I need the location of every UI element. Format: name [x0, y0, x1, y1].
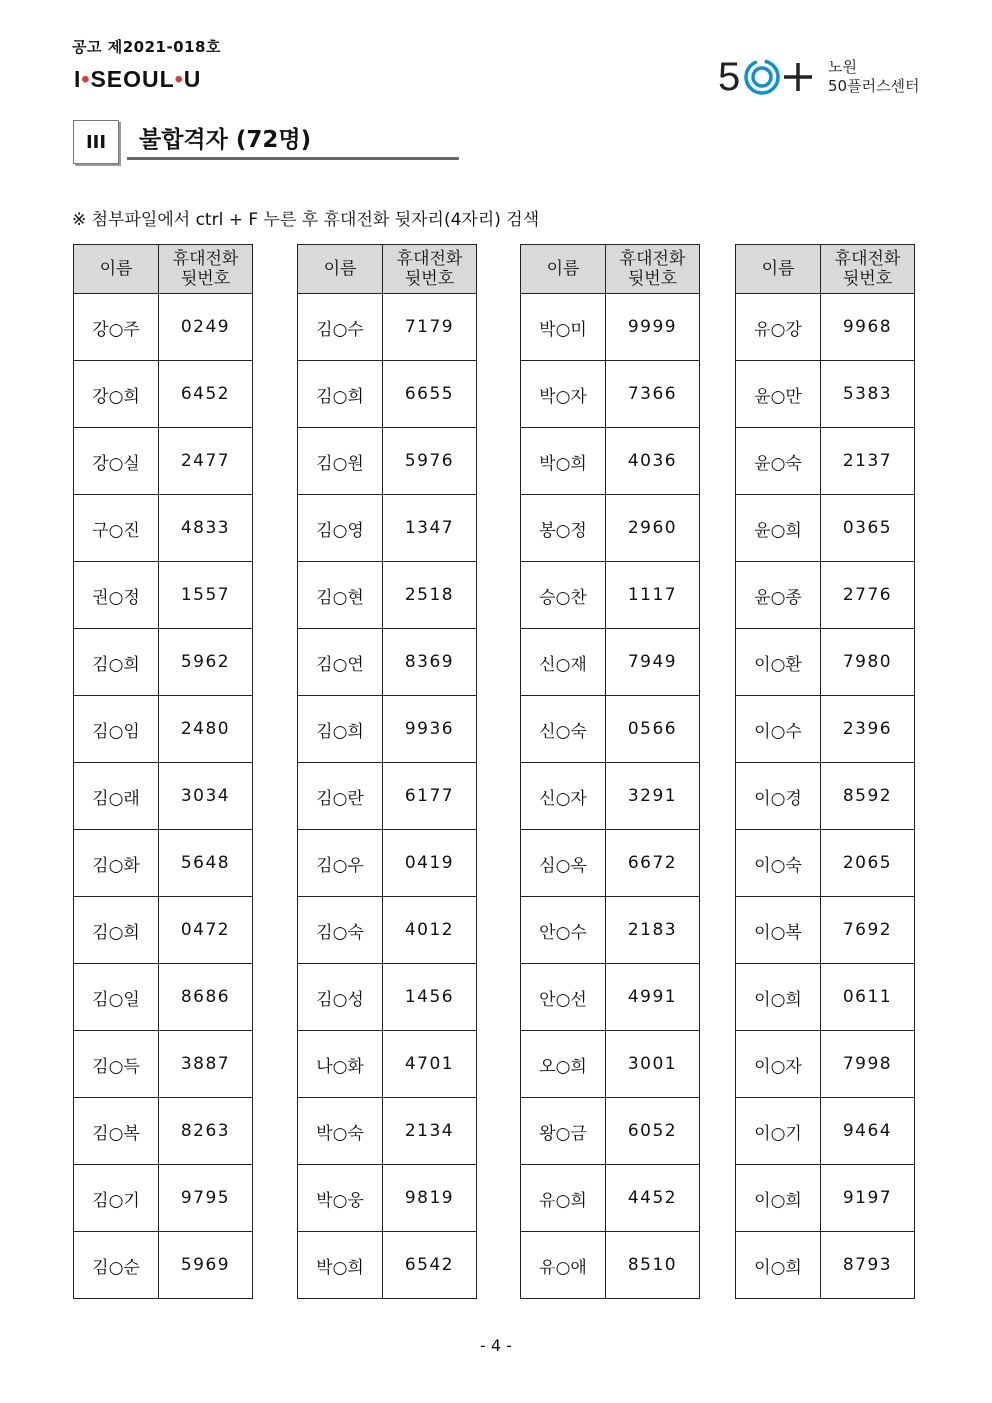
- applicant-name: 김○현: [298, 562, 383, 629]
- table-row: [74, 361, 253, 428]
- roster-table-2: [297, 244, 477, 1299]
- phone-last-digits: 5383: [821, 361, 915, 428]
- phone-last-digits: 2183: [606, 897, 700, 964]
- applicant-name: 윤○종: [736, 562, 821, 629]
- table-row: [521, 1031, 700, 1098]
- table-row: [736, 696, 915, 763]
- phone-last-digits: 2065: [821, 830, 915, 897]
- seoul-logo: I•SEOUL•U: [74, 66, 202, 92]
- applicant-name: 이○희: [736, 1165, 821, 1232]
- table-row: [298, 629, 477, 696]
- table-header-row: [521, 245, 700, 294]
- phone-last-digits: 0472: [159, 897, 253, 964]
- name-column-header: 이름: [298, 245, 383, 294]
- phone-last-digits: 7179: [383, 294, 477, 361]
- table-row: [521, 830, 700, 897]
- applicant-name: 권○정: [74, 562, 159, 629]
- table-row: [521, 629, 700, 696]
- phone-last-digits: 4036: [606, 428, 700, 495]
- table-row: [298, 294, 477, 361]
- table-row: [298, 1165, 477, 1232]
- phone-last-digits: 6655: [383, 361, 477, 428]
- table-row: [521, 428, 700, 495]
- phone-last-digits: 5648: [159, 830, 253, 897]
- applicant-name: 왕○금: [521, 1098, 606, 1165]
- applicant-name: 이○자: [736, 1031, 821, 1098]
- applicant-name: 김○영: [298, 495, 383, 562]
- table-row: [736, 897, 915, 964]
- phone-last-digits: 4701: [383, 1031, 477, 1098]
- phone-last-digits: 2134: [383, 1098, 477, 1165]
- phone-last-digits: 2480: [159, 696, 253, 763]
- table-row: [521, 562, 700, 629]
- phone-last-digits: 9968: [821, 294, 915, 361]
- phone-last-digits: 7692: [821, 897, 915, 964]
- applicant-name: 강○실: [74, 428, 159, 495]
- table-row: [521, 964, 700, 1031]
- applicant-name: 김○순: [74, 1232, 159, 1299]
- applicant-name: 강○주: [74, 294, 159, 361]
- table-row: [736, 294, 915, 361]
- table-row: [521, 361, 700, 428]
- applicant-name: 이○희: [736, 964, 821, 1031]
- table-row: [736, 629, 915, 696]
- phone-last-digits: 0365: [821, 495, 915, 562]
- applicant-name: 윤○숙: [736, 428, 821, 495]
- table-row: [74, 562, 253, 629]
- table-row: [521, 495, 700, 562]
- applicant-name: 이○수: [736, 696, 821, 763]
- table-row: [74, 964, 253, 1031]
- applicant-name: 신○재: [521, 629, 606, 696]
- applicant-name: 이○희: [736, 1232, 821, 1299]
- table-row: [736, 1098, 915, 1165]
- table-row: [74, 629, 253, 696]
- applicant-name: 안○수: [521, 897, 606, 964]
- phone-last-digits: 7949: [606, 629, 700, 696]
- phone-last-digits: 8263: [159, 1098, 253, 1165]
- applicant-name: 윤○만: [736, 361, 821, 428]
- center-name: 노원 50플러스센터: [828, 58, 920, 95]
- table-row: [298, 1031, 477, 1098]
- phone-last-digits: 4012: [383, 897, 477, 964]
- table-row: [298, 562, 477, 629]
- phone-last-digits: 8793: [821, 1232, 915, 1299]
- phone-last-digits: 9936: [383, 696, 477, 763]
- applicant-name: 심○옥: [521, 830, 606, 897]
- phone-last-digits: 2776: [821, 562, 915, 629]
- applicant-name: 강○희: [74, 361, 159, 428]
- applicant-name: 김○희: [74, 897, 159, 964]
- phone-last-digits: 3001: [606, 1031, 700, 1098]
- table-row: [736, 428, 915, 495]
- page-number: - 4 -: [480, 1336, 512, 1355]
- name-column-header: 이름: [74, 245, 159, 294]
- phone-last-digits: 6177: [383, 763, 477, 830]
- table-row: [736, 562, 915, 629]
- applicant-name: 김○성: [298, 964, 383, 1031]
- applicant-name: 김○임: [74, 696, 159, 763]
- table-row: [74, 1232, 253, 1299]
- applicant-name: 신○숙: [521, 696, 606, 763]
- phone-last-digits: 5969: [159, 1232, 253, 1299]
- roster-table-3: [520, 244, 700, 1299]
- applicant-name: 김○연: [298, 629, 383, 696]
- phone-last-digits: 6542: [383, 1232, 477, 1299]
- phone-column-header: 휴대전화 뒷번호: [606, 245, 700, 294]
- phone-last-digits: 9819: [383, 1165, 477, 1232]
- table-row: [74, 495, 253, 562]
- phone-last-digits: 4833: [159, 495, 253, 562]
- phone-last-digits: 4991: [606, 964, 700, 1031]
- phone-last-digits: 8369: [383, 629, 477, 696]
- phone-column-header: 휴대전화 뒷번호: [821, 245, 915, 294]
- phone-last-digits: 4452: [606, 1165, 700, 1232]
- search-instruction: ※ 첨부파일에서 ctrl + F 누른 후 휴대전화 뒷자리(4자리) 검색: [72, 210, 540, 230]
- applicant-name: 김○희: [74, 629, 159, 696]
- phone-last-digits: 7366: [606, 361, 700, 428]
- applicant-name: 오○희: [521, 1031, 606, 1098]
- table-row: [74, 428, 253, 495]
- phone-column-header: 휴대전화 뒷번호: [383, 245, 477, 294]
- table-row: [521, 763, 700, 830]
- applicant-name: 박○미: [521, 294, 606, 361]
- table-row: [736, 1232, 915, 1299]
- phone-last-digits: 1557: [159, 562, 253, 629]
- phone-last-digits: 1456: [383, 964, 477, 1031]
- phone-last-digits: 6672: [606, 830, 700, 897]
- svg-text:5: 5: [718, 55, 741, 99]
- table-row: [74, 1098, 253, 1165]
- phone-last-digits: 1117: [606, 562, 700, 629]
- phone-last-digits: 9464: [821, 1098, 915, 1165]
- notice-number: 공고 제2021-018호: [72, 38, 221, 56]
- applicant-name: 김○원: [298, 428, 383, 495]
- applicant-name: 김○일: [74, 964, 159, 1031]
- phone-last-digits: 7980: [821, 629, 915, 696]
- table-row: [298, 964, 477, 1031]
- phone-last-digits: 3887: [159, 1031, 253, 1098]
- phone-last-digits: 9197: [821, 1165, 915, 1232]
- applicant-name: 안○선: [521, 964, 606, 1031]
- roster-table-4: [735, 244, 915, 1299]
- phone-last-digits: 8592: [821, 763, 915, 830]
- applicant-name: 김○숙: [298, 897, 383, 964]
- table-row: [298, 696, 477, 763]
- applicant-name: 유○희: [521, 1165, 606, 1232]
- applicant-name: 구○진: [74, 495, 159, 562]
- phone-last-digits: 8686: [159, 964, 253, 1031]
- applicant-name: 이○환: [736, 629, 821, 696]
- applicant-name: 김○란: [298, 763, 383, 830]
- phone-last-digits: 9795: [159, 1165, 253, 1232]
- phone-last-digits: 2137: [821, 428, 915, 495]
- applicant-name: 나○화: [298, 1031, 383, 1098]
- name-column-header: 이름: [521, 245, 606, 294]
- applicant-name: 유○강: [736, 294, 821, 361]
- phone-last-digits: 5976: [383, 428, 477, 495]
- table-row: [521, 1165, 700, 1232]
- applicant-name: 봉○정: [521, 495, 606, 562]
- phone-last-digits: 8510: [606, 1232, 700, 1299]
- applicant-name: 윤○희: [736, 495, 821, 562]
- table-row: [521, 897, 700, 964]
- table-row: [298, 1232, 477, 1299]
- table-row: [736, 361, 915, 428]
- table-row: [298, 1098, 477, 1165]
- name-column-header: 이름: [736, 245, 821, 294]
- phone-last-digits: 6052: [606, 1098, 700, 1165]
- table-header-row: [736, 245, 915, 294]
- phone-last-digits: 2960: [606, 495, 700, 562]
- table-row: [298, 428, 477, 495]
- applicant-name: 박○숙: [298, 1098, 383, 1165]
- table-row: [736, 964, 915, 1031]
- table-row: [298, 897, 477, 964]
- phone-last-digits: 2477: [159, 428, 253, 495]
- applicant-name: 김○득: [74, 1031, 159, 1098]
- applicant-name: 김○화: [74, 830, 159, 897]
- table-row: [521, 1232, 700, 1299]
- phone-last-digits: 3034: [159, 763, 253, 830]
- applicant-name: 박○웅: [298, 1165, 383, 1232]
- phone-column-header: 휴대전화 뒷번호: [159, 245, 253, 294]
- phone-last-digits: 5962: [159, 629, 253, 696]
- applicant-name: 김○희: [298, 361, 383, 428]
- applicant-name: 이○복: [736, 897, 821, 964]
- applicant-name: 김○기: [74, 1165, 159, 1232]
- center-logo: [718, 52, 928, 102]
- applicant-name: 박○희: [521, 428, 606, 495]
- table-row: [74, 294, 253, 361]
- applicant-name: 이○숙: [736, 830, 821, 897]
- table-row: [298, 361, 477, 428]
- table-row: [298, 495, 477, 562]
- phone-last-digits: 0611: [821, 964, 915, 1031]
- phone-last-digits: 0566: [606, 696, 700, 763]
- table-row: [736, 830, 915, 897]
- roster-table-1: [73, 244, 253, 1299]
- phone-last-digits: 9999: [606, 294, 700, 361]
- table-row: [736, 1031, 915, 1098]
- applicant-name: 박○자: [521, 361, 606, 428]
- table-row: [74, 1165, 253, 1232]
- phone-last-digits: 1347: [383, 495, 477, 562]
- applicant-name: 김○우: [298, 830, 383, 897]
- phone-last-digits: 3291: [606, 763, 700, 830]
- table-row: [736, 763, 915, 830]
- fifty-plus-logo-icon: [718, 52, 818, 102]
- table-row: [298, 763, 477, 830]
- table-row: [74, 897, 253, 964]
- applicant-name: 승○찬: [521, 562, 606, 629]
- phone-last-digits: 0419: [383, 830, 477, 897]
- table-row: [521, 1098, 700, 1165]
- applicant-name: 김○수: [298, 294, 383, 361]
- applicant-name: 김○래: [74, 763, 159, 830]
- applicant-name: 김○희: [298, 696, 383, 763]
- table-row: [521, 294, 700, 361]
- table-row: [74, 696, 253, 763]
- table-row: [736, 1165, 915, 1232]
- phone-last-digits: 6452: [159, 361, 253, 428]
- table-row: [74, 763, 253, 830]
- applicant-name: 이○경: [736, 763, 821, 830]
- phone-last-digits: 7998: [821, 1031, 915, 1098]
- table-row: [74, 830, 253, 897]
- applicant-name: 박○희: [298, 1232, 383, 1299]
- applicant-name: 이○기: [736, 1098, 821, 1165]
- phone-last-digits: 2518: [383, 562, 477, 629]
- applicant-name: 신○자: [521, 763, 606, 830]
- applicant-name: 유○애: [521, 1232, 606, 1299]
- table-header-row: [74, 245, 253, 294]
- table-header-row: [298, 245, 477, 294]
- section-number: III: [73, 120, 119, 164]
- applicant-name: 김○복: [74, 1098, 159, 1165]
- phone-last-digits: 2396: [821, 696, 915, 763]
- phone-last-digits: 0249: [159, 294, 253, 361]
- table-row: [298, 830, 477, 897]
- table-row: [736, 495, 915, 562]
- table-row: [74, 1031, 253, 1098]
- section-title: 불합격자 (72명): [127, 120, 459, 160]
- table-row: [521, 696, 700, 763]
